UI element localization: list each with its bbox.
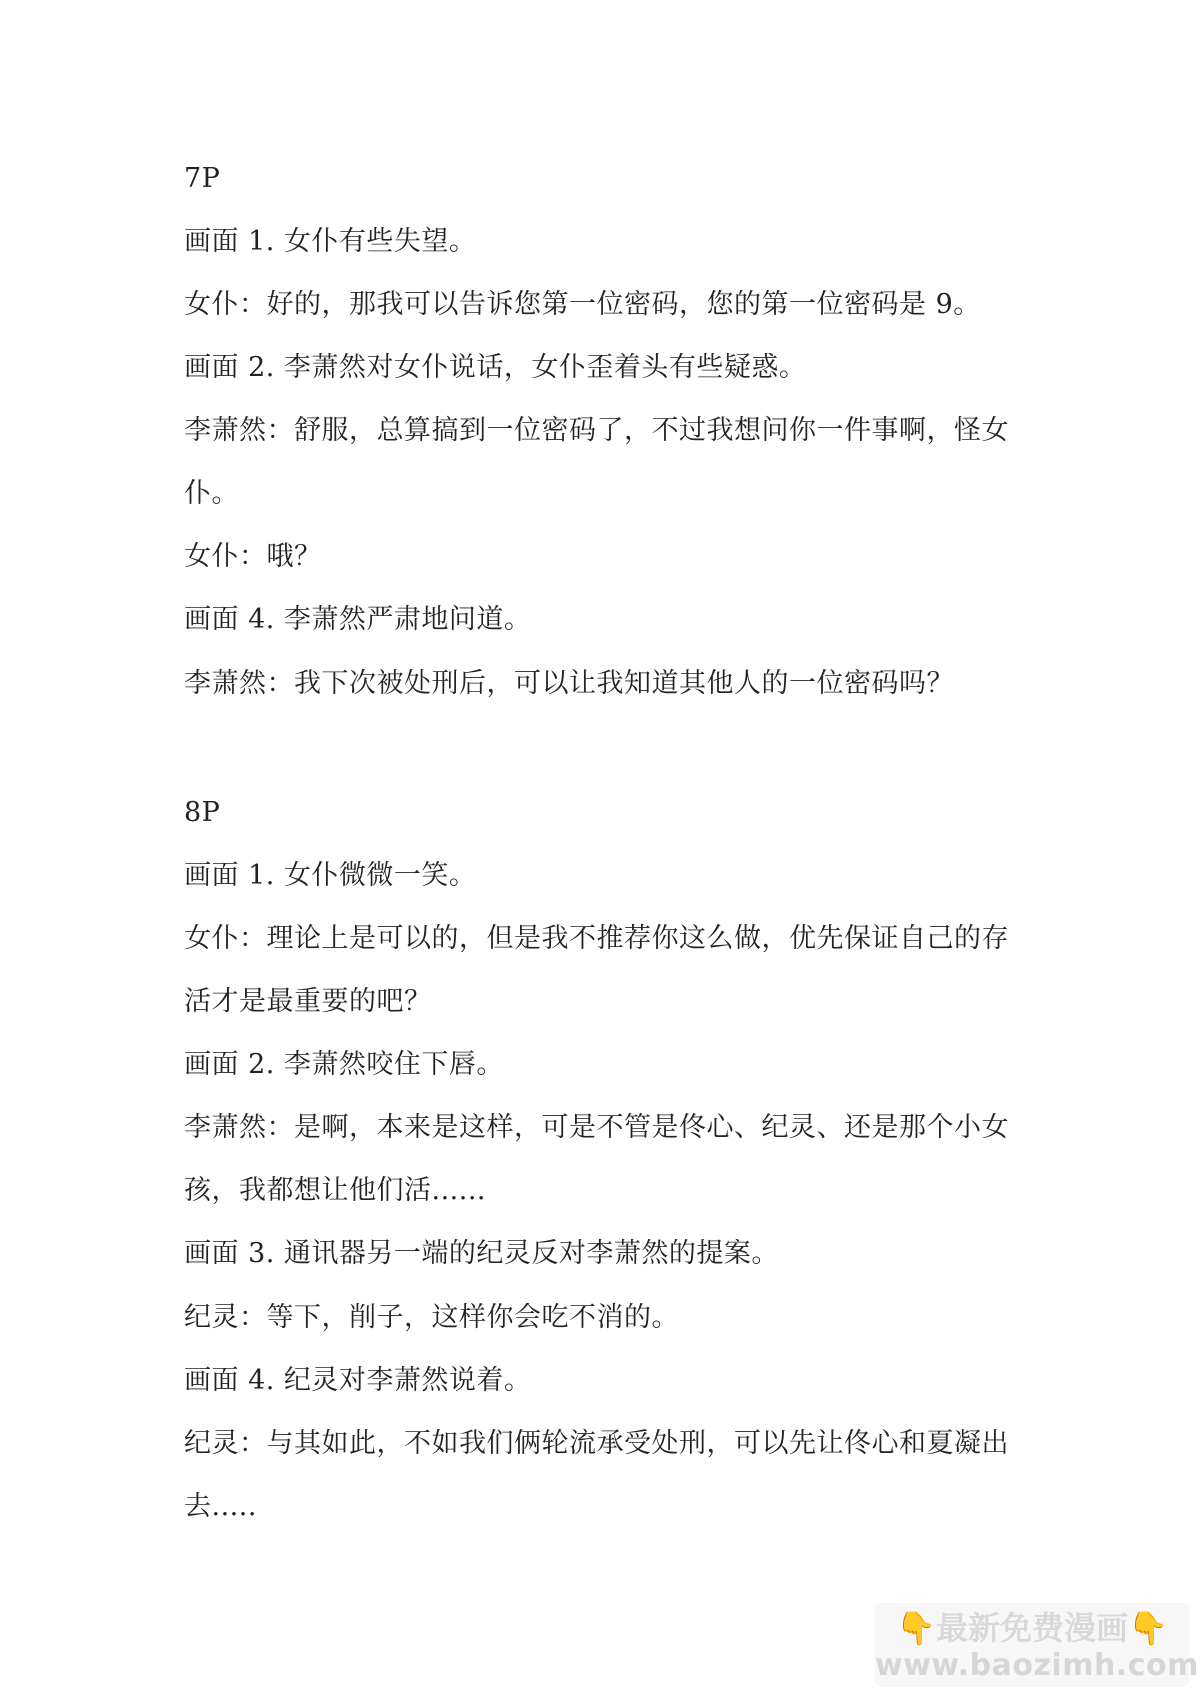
script-line: 去.....	[184, 1491, 257, 1522]
script-line: 李萧然：我下次被处刑后，可以让我知道其他人的一位密码吗？	[184, 668, 954, 699]
script-line: 李萧然：是啊，本来是这样，可是不管是佟心、纪灵、还是那个小女	[184, 1112, 1009, 1143]
script-line: 李萧然：舒服，总算搞到一位密码了，不过我想问你一件事啊，怪女	[184, 415, 1009, 446]
pointing-down-icon: 👇	[896, 1609, 936, 1647]
script-line: 仆。	[184, 478, 239, 509]
script-line: 女仆：理论上是可以的，但是我不推荐你这么做，优先保证自己的存	[184, 923, 1009, 954]
watermark-url: www.baozimh.com	[875, 1648, 1199, 1683]
script-line: 孩，我都想让他们活......	[184, 1175, 486, 1206]
script-line: 画面 2. 李萧然咬住下唇。	[184, 1049, 504, 1080]
script-line: 女仆：好的，那我可以告诉您第一位密码，您的第一位密码是 9。	[184, 289, 981, 320]
script-line: 画面 1. 女仆微微一笑。	[184, 860, 477, 891]
watermark-title	[875, 1607, 1189, 1649]
script-line: 画面 4. 纪灵对李萧然说着。	[184, 1365, 532, 1396]
page-heading-8p: 8P	[184, 797, 221, 828]
script-line: 画面 1. 女仆有些失望。	[184, 226, 477, 257]
script-line: 画面 2. 李萧然对女仆说话，女仆歪着头有些疑惑。	[184, 352, 807, 383]
script-line: 女仆：哦？	[184, 541, 322, 572]
watermark	[875, 1603, 1199, 1687]
script-line: 活才是最重要的吧？	[184, 986, 432, 1017]
page-heading-7p: 7P	[184, 163, 221, 194]
watermark-title-text: 最新免费漫画	[935, 1609, 1128, 1647]
script-line: 纪灵：与其如此，不如我们俩轮流承受处刑，可以先让佟心和夏凝出	[184, 1428, 1009, 1459]
script-line: 纪灵：等下，削子，这样你会吃不消的。	[184, 1302, 679, 1333]
pointing-down-icon: 👇	[1128, 1609, 1168, 1647]
script-line: 画面 4. 李萧然严肃地问道。	[184, 604, 532, 635]
script-line: 画面 3. 通讯器另一端的纪灵反对李萧然的提案。	[184, 1238, 779, 1269]
